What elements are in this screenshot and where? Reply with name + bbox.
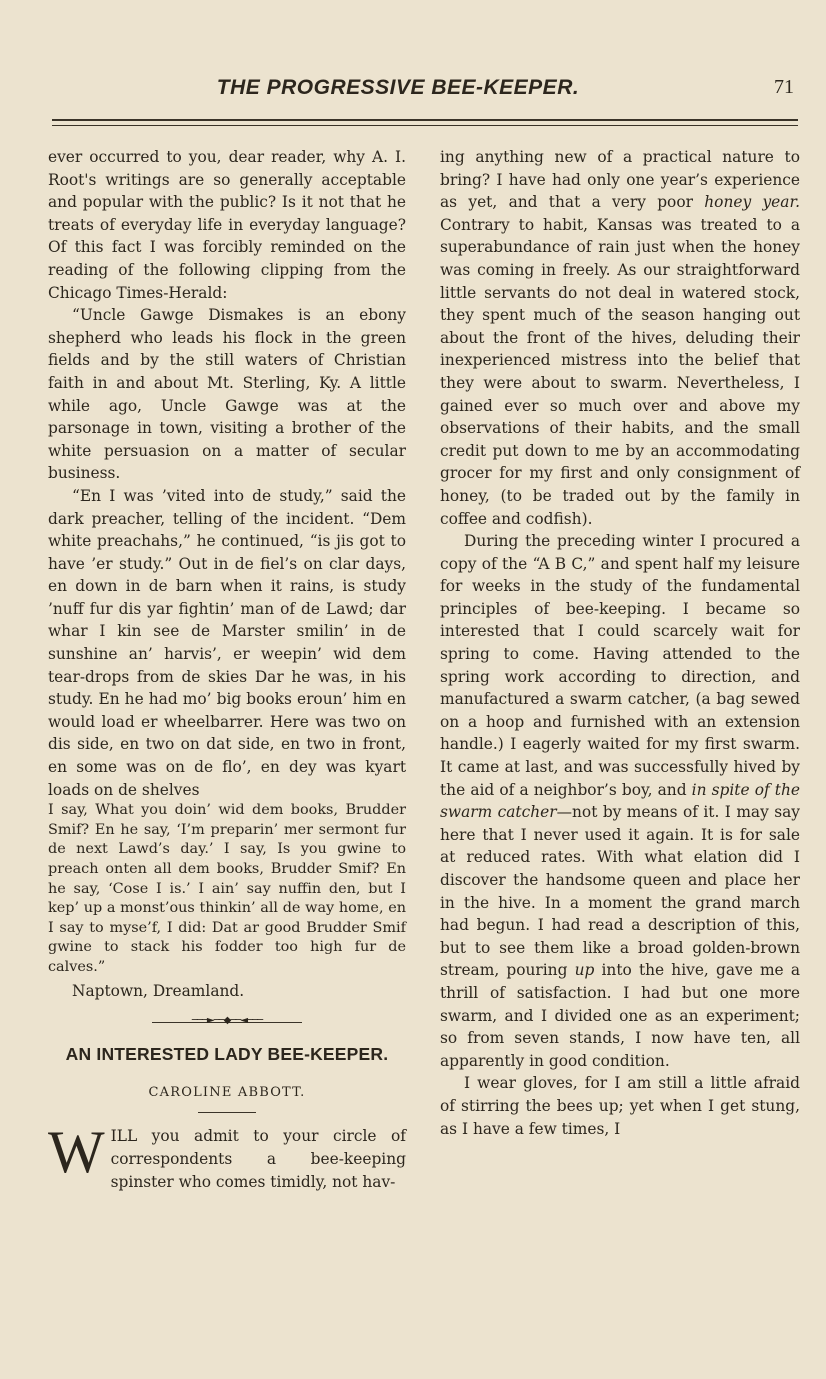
text-run: into the hive, gave me a thrill of satisfaction. I had but one more swarm, and I divided one as an experiment; so from seven stands, I now have ten, all apparently in good condition. <box>440 961 800 1070</box>
sign-off: Naptown, Dreamland. <box>72 981 245 1000</box>
header-rule-thin <box>52 125 798 126</box>
text-run: During the preceding winter I procured a copy of the “A B C,” and spent half my leisure for weeks in the study of the fundamental principles of bee-keeping. I became so interested that I could scarcely wait for spring to come. Having attended to the spring work according to direction, and manufactured a swarm catcher, (a bag sewed on a hoop and furnished with an extension handle.) I eagerly waited for my first swarm. It came at last, and was successfully hived by the aid of a neighbor’s boy, and <box>440 532 800 799</box>
paragraph-intro: ever occurred to you, dear reader, why A. I. Root's writings are so generally acceptable and popular with the public? Is it not that he treats of everyday life in everyday language? Of this fact I was forcibly reminded on the reading of the following clipping from the Chicago Times-Herald: <box>48 148 406 302</box>
text-run: Contrary to habit, Kansas was treated to a superabundance of rain just when the honey was coming in freely. As our straightforward little servants do not deal in watered stock, they spent much of the season hanging out about the front of the hives, deluding their inexperienced mistress into the belief that they were about to swarm. Nevertheless, I gained ever so much over and above my observations of their habits, and the small credit put down to me by an accommodating grocer for my first and only consignment of honey, (to be traded out by the family in coffee and codfish). <box>440 215 800 528</box>
paragraph-winter <box>440 530 800 1072</box>
opening-text: ILL you admit to your circle of correspondents a bee-keeping spinster who comes timidly, not hav- <box>110 1127 406 1191</box>
emphasis-text: honey year. <box>704 193 800 212</box>
article-title: AN INTERESTED LADY BEE-KEEPER. <box>65 1044 389 1065</box>
right-column <box>440 146 800 1140</box>
paragraph-preacher: “En I was ’vited into de study,” said the dark preacher, telling of the incident. “Dem white preachahs,” he continued, “is jis got to have ’er study.” Out in de fiel’s on clar days, en down in de barn when it rains, is study ’nuff fur dis yar fightin’ man of de Lawd; dar whar I kin see de Marster smilin’ in de sunshine an’ harvis’, er weepin’ wid dem tear-drops from de skies Dar he was, in his study. En he had mo’ big books eroun’ him en would load er wheelbarrer. Here was two on dis side, en two on dat side, en two in front, en some was on de flo’, en dey was kyart loads on de shelves <box>48 486 406 799</box>
emphasis-text: up <box>574 961 595 980</box>
page-header <box>48 76 798 106</box>
left-column <box>48 146 406 1193</box>
text-run: —not by means of it. I may say here that I never used it again. It is for sale at reduced rates. With what elation did I discover the handsome queen and place her in the hive. In a moment the grand march had begun. I had read a description of this, but to see them like a broad golden-brown stream, pouring <box>440 803 800 980</box>
byline-rule <box>198 1112 256 1113</box>
page-number: 71 <box>774 76 794 98</box>
running-title: THE PROGRESSIVE BEE-KEEPER. <box>216 76 580 99</box>
drop-cap: W <box>48 1119 105 1186</box>
paragraph-preacher-continued: I say, What you doin’ wid dem books, Brudder Smif? En he say, ‘I’m preparin’ mer sermont fur de next Lawd’s day.’ I say, Is you gwine to preach onten all dem books, Brudder Smif? En he say, ‘Cose I is.’ I ain’ say nuffin den, but I kep’ up a monst’ous thinkin’ all de way home, en I say to myse’f, I did: Dat ar good Brudder Smif gwine to stack his fodder too high fur de calves.” <box>48 802 406 975</box>
ornamental-divider: ───►──◆──◄─── <box>152 1016 302 1023</box>
author-byline: CAROLINE ABBOTT. <box>148 1084 306 1100</box>
emphasis-text: in spite of the swarm catcher <box>440 780 800 822</box>
header-rule-thick <box>52 119 798 121</box>
paragraph-experience <box>440 146 800 530</box>
text-run: ing anything new of a practical nature to bring? I have had only one year’s experience as yet, and that a very poor <box>440 148 800 212</box>
paragraph-quote-start: “Uncle Gawge Dismakes is an ebony shepherd who leads his flock in the green fields and by the still waters of Christian faith in and about Mt. Sterling, Ky. A little while ago, Uncle Gawge was at the parsonage in town, visiting a brother of the white persuasion on a matter of secular business. <box>48 306 406 483</box>
paragraph-opening <box>48 1119 406 1193</box>
paragraph-gloves: I wear gloves, for I am still a little afraid of stirring the bees up; yet when I get stung, as I have a few times, I <box>440 1074 800 1138</box>
